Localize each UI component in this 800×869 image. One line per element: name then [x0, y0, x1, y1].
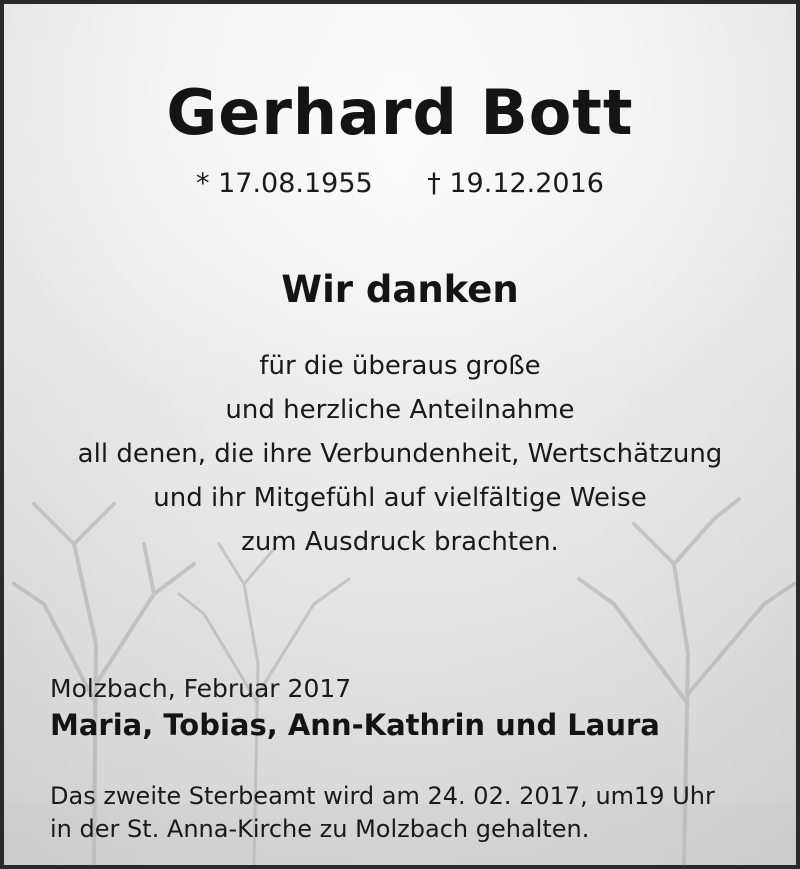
message-line: all denen, die ihre Verbundenheit, Wertschätzung [77, 439, 723, 469]
mass-notice [50, 780, 715, 846]
message-line: zum Ausdruck brachten. [241, 527, 559, 557]
notice-line: in der St. Anna-Kirche zu Molzbach gehalten. [50, 815, 590, 843]
message-line: für die überaus große [259, 351, 541, 381]
family-names: Maria, Tobias, Ann-Kathrin und Laura [50, 708, 660, 742]
message-line: und ihr Mitgefühl auf vielfältige Weise [153, 483, 647, 513]
death-date: † 19.12.2016 [427, 168, 604, 199]
life-dates [4, 168, 796, 199]
birth-date: * 17.08.1955 [196, 168, 373, 199]
thanks-message [4, 344, 796, 564]
thanks-heading: Wir danken [281, 268, 519, 311]
deceased-name: Gerhard Bott [166, 76, 634, 149]
message-line: und herzliche Anteilnahme [225, 395, 575, 425]
place-and-date: Molzbach, Februar 2017 [50, 674, 352, 703]
notice-line: Das zweite Sterbeamt wird am 24. 02. 2017, um19 Uhr [50, 782, 715, 810]
